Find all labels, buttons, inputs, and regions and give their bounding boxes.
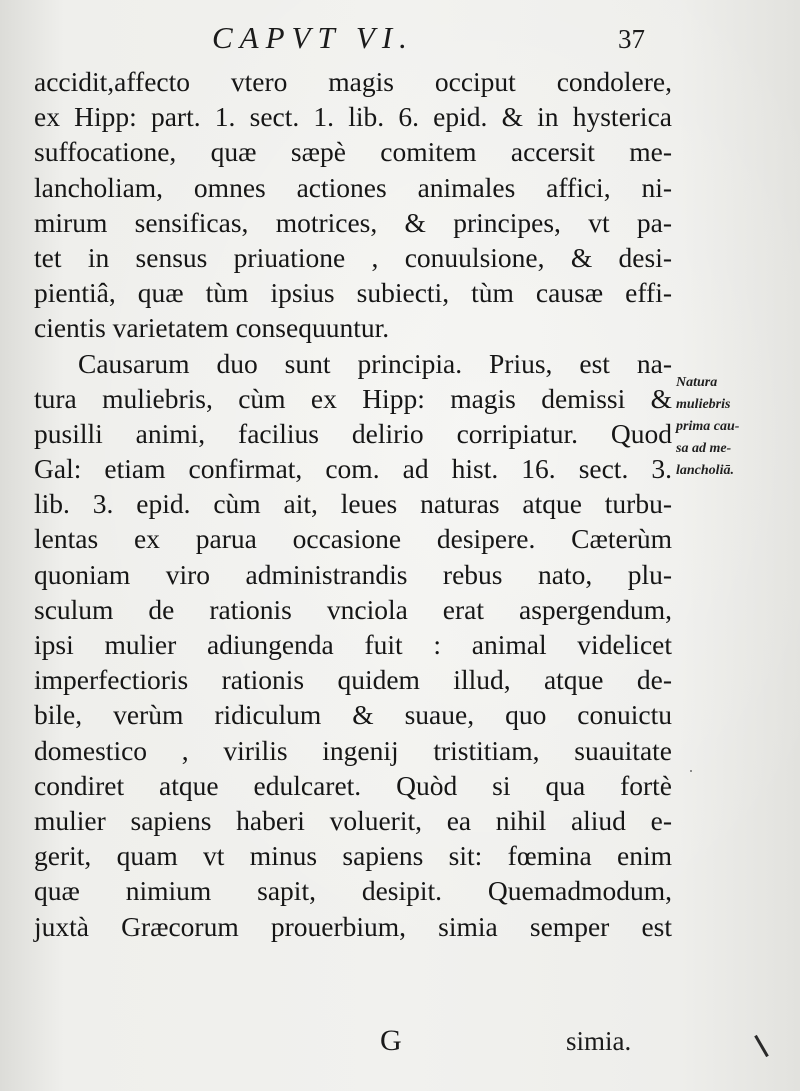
marginal-note-line: sa ad me- (676, 441, 732, 456)
body-text (34, 64, 672, 944)
text-line: lentas ex parua occasione desipere. Cæterùm (34, 523, 672, 555)
text-line: condiret atque edulcaret. Quòd si qua fortè (34, 769, 672, 801)
text-line: pientiâ, quæ tùm ipsius subiecti, tùm causæ effi- (34, 277, 672, 309)
marginal-note-line: lancholiā. (676, 463, 734, 478)
marginal-note (676, 372, 794, 482)
text-line: juxtà Græcorum prouerbium, simia semper est (34, 910, 672, 942)
text-line: pusilli animi, facilius delirio corripiatur. Quod (34, 417, 672, 449)
text-line: suffocatione, quæ sæpè comitem accersit me- (34, 136, 672, 168)
marginal-note-line: Natura (676, 375, 718, 390)
text-line: imperfectioris rationis quidem illud, atque de- (34, 664, 672, 696)
text-line: cientis varietatem consequuntur. (34, 312, 390, 344)
ink-speck (754, 1035, 769, 1057)
text-line: tet in sensus priuatione , conuulsione, & desi- (34, 241, 672, 273)
page-number: 37 (618, 24, 645, 54)
text-line: tura muliebris, cùm ex Hipp: magis demissi & (34, 382, 672, 414)
text-line: ipsi mulier adiungenda fuit : animal videlicet (34, 629, 672, 660)
marginal-note-line: muliebris (676, 397, 731, 412)
text-line: lib. 3. epid. cùm ait, leues naturas atque turbu- (34, 488, 672, 520)
text-line: sculum de rationis vnciola erat aspergendum, (34, 593, 672, 625)
paragraph-start-line: Causarum duo sunt principia. Prius, est na- (78, 347, 672, 379)
text-line: ex Hipp: part. 1. sect. 1. lib. 6. epid. & in hysterica (34, 101, 672, 133)
text-line: quoniam viro administrandis rebus nato, plu- (34, 558, 672, 590)
marginal-note-line: prima cau- (676, 419, 740, 434)
text-line: lancholiam, omnes actiones animales affici, ni- (34, 171, 672, 203)
page-header (0, 14, 800, 58)
text-line: accidit,affecto vtero magis occiput condolere, (34, 66, 672, 97)
text-line: bile, verùm ridiculum & suaue, quo conuictu (34, 699, 672, 731)
ink-speck (690, 770, 692, 772)
catchword: simia. (566, 1026, 632, 1056)
text-line: Gal: etiam confirmat, com. ad hist. 16. sect. 3. (34, 453, 672, 485)
text-line: domestico , virilis ingenij tristitiam, suauitate (34, 734, 672, 766)
text-line: quæ nimium sapit, desipit. Quemadmodum, (34, 875, 672, 907)
text-line: mulier sapiens haberi voluerit, ea nihil aliud e- (34, 804, 672, 836)
running-head: CAPVT VI. (212, 20, 414, 55)
text-line: gerit, quam vt minus sapiens sit: fœmina enim (34, 840, 672, 872)
text-line: mirum sensificas, motrices, & principes, vt pa- (34, 206, 672, 238)
signature-mark: G (380, 1024, 402, 1057)
